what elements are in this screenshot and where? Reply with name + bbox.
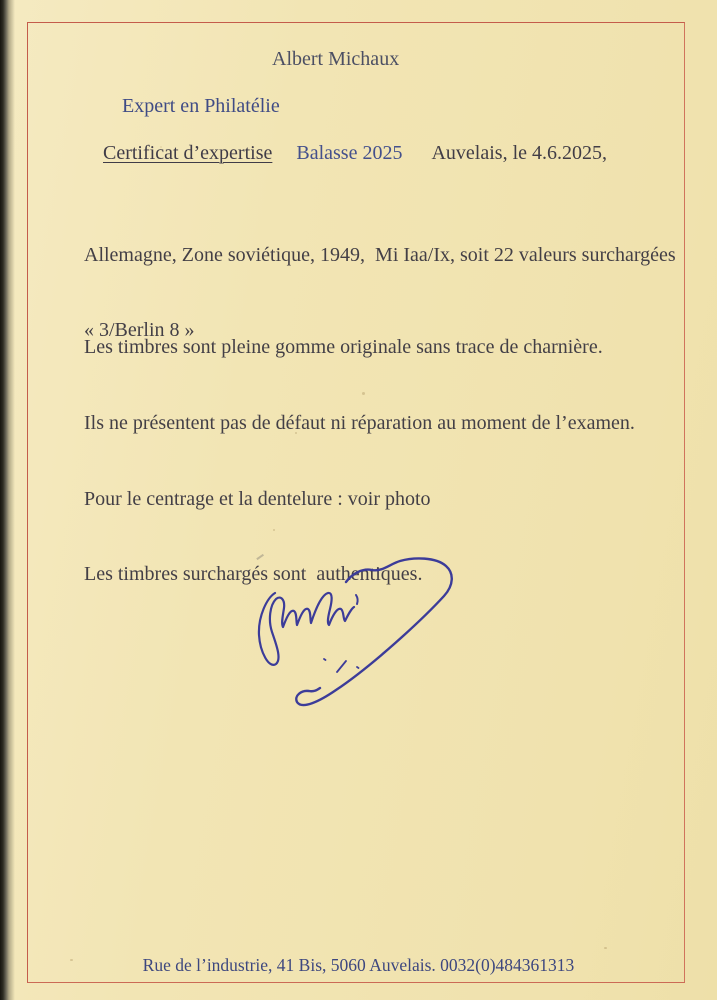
expert-title: Expert en Philatélie (122, 95, 280, 117)
paper-speck (70, 959, 73, 961)
signature-michaux-ink (240, 538, 470, 720)
condition-line-4: Les timbres surchargés sont authentiques. (84, 563, 423, 586)
condition-line-2: Ils ne présentent pas de défaut ni réparation au moment de l’examen. (84, 412, 635, 435)
condition-line-3: Pour le centrage et la dentelure : voir photo (84, 487, 431, 510)
paper-speck (273, 529, 275, 531)
place-and-date: Auvelais, le 4.6.2025, (431, 142, 607, 164)
paper-speck (160, 146, 162, 148)
subject-line-1: Allemagne, Zone soviétique, 1949, Mi Iaa/Ix, soit 22 valeurs surchargées (84, 244, 676, 266)
certificate-title: Certificat d’expertise (103, 142, 273, 164)
paper-speck (295, 432, 297, 434)
paper-speck (604, 947, 607, 949)
condition-line-1: Les timbres sont pleine gomme originale sans trace de charnière. (84, 336, 603, 359)
footer-address: Rue de l’industrie, 41 Bis, 5060 Auvelais. 0032(0)484361313 (142, 955, 575, 975)
expert-name: Albert Michaux (272, 48, 400, 70)
subject-line-2: « 3/Berlin 8 » (84, 319, 195, 341)
scanner-edge-shadow (0, 0, 16, 1000)
certificate-heading-row (103, 142, 607, 165)
paper-speck (362, 392, 365, 395)
catalog-reference: Balasse 2025 (296, 142, 403, 164)
